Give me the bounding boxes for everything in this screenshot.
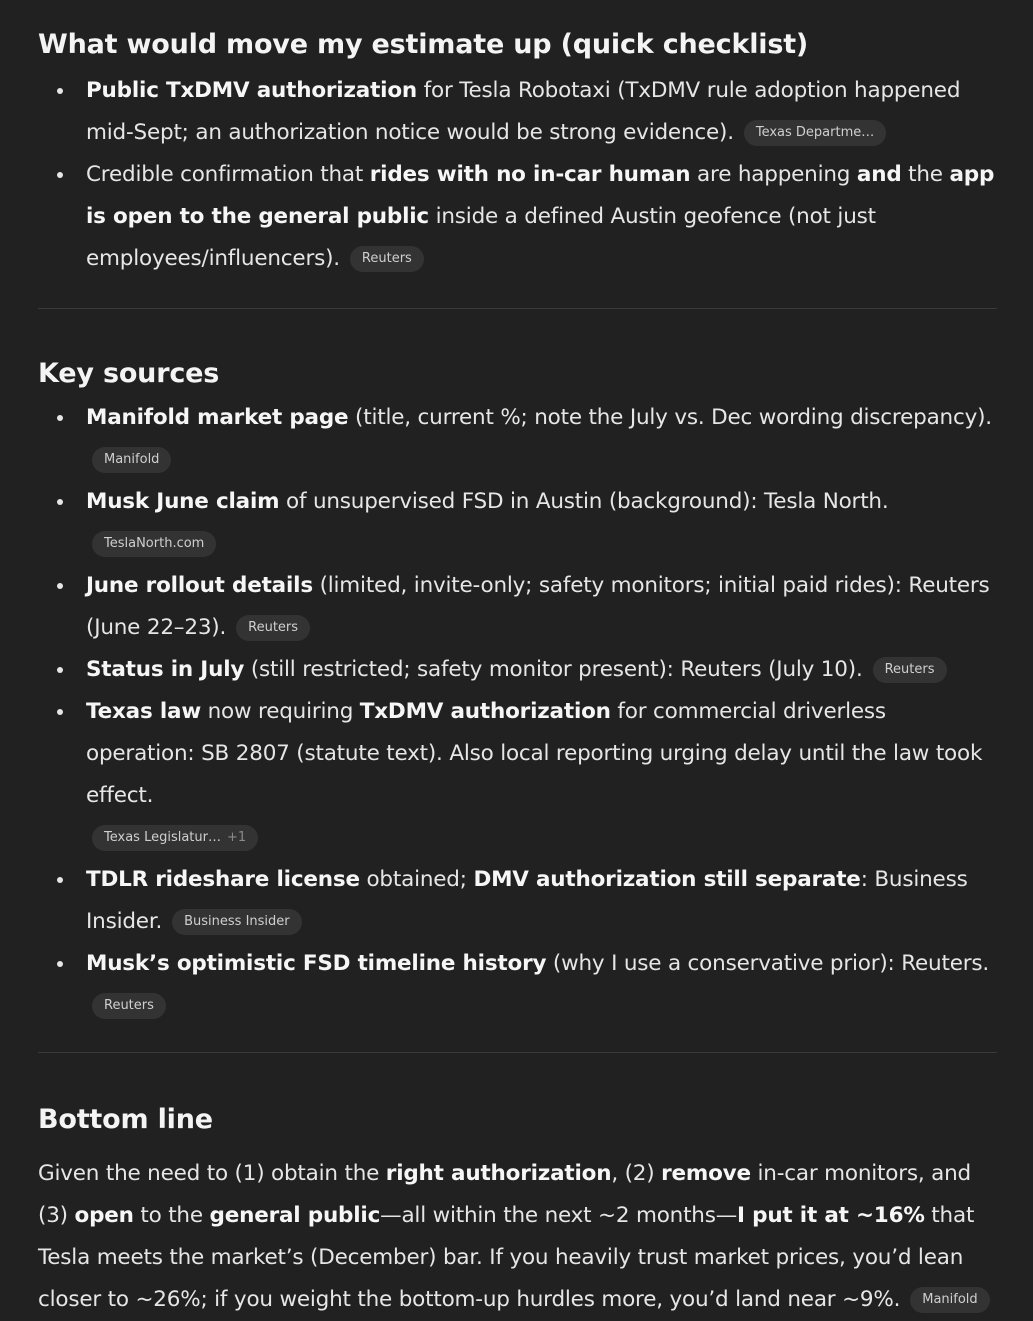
citation-chip[interactable]: Texas Legislatur… +1 (92, 825, 258, 851)
list-item: Musk’s optimistic FSD timeline history (why I use a conservative prior): Reuters. Reuters (86, 943, 997, 1027)
checklist-section (38, 22, 997, 280)
section-divider (38, 1052, 997, 1053)
section-divider (38, 308, 997, 309)
key-sources-section (38, 351, 997, 1027)
list-item: June rollout details (limited, invite-only; safety monitors; initial paid rides): Reuters (June 22–23). Reuters (86, 565, 997, 649)
list-item: Texas law now requiring TxDMV authorization for commercial driverless operation: SB 2807 (statute text). Also local reporting urging delay until the law took effect. Texas Legislatur… +1 (86, 691, 997, 859)
list-item: Public TxDMV authorization for Tesla Robotaxi (TxDMV rule adoption happened mid-Sept; an authorization notice would be strong evidence). Texas Departme… (86, 70, 997, 154)
citation-chip[interactable]: Business Insider (172, 909, 302, 935)
citation-chip[interactable]: Manifold (92, 447, 171, 473)
citation-chip[interactable]: Manifold (910, 1287, 989, 1313)
citation-chip[interactable]: TeslaNorth.com (92, 531, 216, 557)
citation-chip[interactable]: Reuters (873, 657, 947, 683)
checklist-list (38, 70, 997, 280)
bottom-line-heading: Bottom line (38, 1104, 213, 1135)
citation-chip[interactable]: Texas Departme… (744, 120, 886, 146)
bottom-line-section (38, 1097, 997, 1321)
key-sources-heading: Key sources (38, 358, 220, 389)
list-item: Credible confirmation that rides with no in-car human are happening and the app is open to the general public inside a defined Austin geofence (not just employees/influencers). Reuters (86, 154, 997, 280)
citation-chip[interactable]: Reuters (92, 993, 166, 1019)
more-sources-count: +1 (226, 830, 247, 845)
sources-list (38, 397, 997, 1027)
list-item: TDLR rideshare license obtained; DMV authorization still separate: Business Insider. Business Insider (86, 859, 997, 943)
citation-chip[interactable]: Reuters (236, 615, 310, 641)
bottom-line-paragraph: Given the need to (1) obtain the right authorization, (2) remove in-car monitors, and (3) open to the general public—all within the next ~2 months—I put it at ~16% that Tesla meets the market’s (December) bar. If you heavily trust market prices, you’d lean closer to ~26%; if you weight the bottom-up hurdles more, you’d land near ~9%. Manifold (38, 1153, 997, 1321)
list-item: Status in July (still restricted; safety monitor present): Reuters (July 10). Reuters (86, 649, 997, 691)
checklist-heading: What would move my estimate up (quick checklist) (38, 29, 809, 60)
list-item: Manifold market page (title, current %; note the July vs. Dec wording discrepancy). Manifold (86, 397, 997, 481)
list-item: Musk June claim of unsupervised FSD in Austin (background): Tesla North. TeslaNorth.com (86, 481, 997, 565)
citation-chip[interactable]: Reuters (350, 246, 424, 272)
